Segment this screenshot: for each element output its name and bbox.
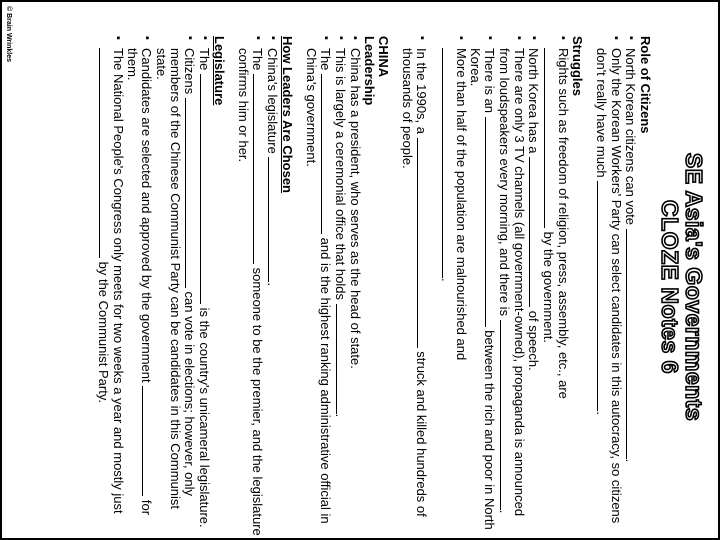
item-text: There is an — [482, 48, 497, 114]
list-item — [541, 36, 570, 538]
list-item — [304, 36, 333, 538]
answer-blank[interactable] — [417, 138, 429, 348]
copyright-text: © Brain Wrinkles — [5, 6, 12, 62]
item-text-after: of speech. — [526, 310, 541, 371]
struggles-list — [439, 36, 570, 538]
item-text: The — [197, 48, 212, 71]
answer-blank[interactable] — [544, 48, 556, 228]
answer-blank[interactable] — [321, 74, 333, 234]
answer-blank[interactable] — [253, 74, 265, 264]
item-text: In the 1990s, a — [414, 48, 429, 135]
answer-blank[interactable] — [99, 48, 111, 258]
item-text-after: . — [623, 458, 638, 463]
item-text: China has a president, who serves as the head of state. — [348, 48, 363, 369]
answer-blank[interactable] — [597, 181, 609, 411]
item-text: Citizens — [182, 48, 197, 95]
rotated-document — [2, 2, 720, 540]
list-item — [197, 36, 212, 538]
section-heading-legislature: Legislature — [212, 36, 227, 106]
item-text: China's legislature — [265, 48, 280, 154]
item-text: Only the Korean Workers' Party can select candidates in this autocracy, so citizens don't really have much — [594, 48, 624, 524]
section-heading-leadership: Leadership — [362, 36, 377, 106]
item-text-after: can vote in elections; however, only members of the Chinese Communist Party can be candidates in this Communist state. — [154, 48, 197, 509]
item-text: There are only 3 TV channels (all government-owned), propaganda is announced from loudspeakers every morning, and there is — [497, 48, 527, 517]
page-title: SE Asia's Governments — [681, 152, 707, 422]
item-text-after: by the government. — [541, 231, 556, 343]
item-text: North Korea has a — [526, 48, 541, 154]
struggles-list-continued — [400, 36, 429, 538]
answer-blank[interactable] — [142, 386, 154, 496]
answer-blank[interactable] — [529, 157, 541, 307]
list-item — [439, 36, 468, 538]
item-text: Rights such as freedom of religion, press, assembly, etc., are — [556, 48, 571, 399]
notes-content — [96, 36, 652, 538]
item-text: The National People's Congress only meets for two weeks a year and mostly just — [111, 48, 126, 514]
how-chosen-list — [236, 36, 280, 538]
answer-blank[interactable] — [200, 74, 212, 304]
list-item — [333, 36, 348, 538]
list-item — [348, 36, 362, 538]
list-item — [154, 36, 197, 538]
answer-blank[interactable] — [336, 304, 348, 414]
item-text: Candidates are selected and approved by the government — [139, 48, 154, 383]
list-item — [400, 36, 429, 538]
list-item — [594, 36, 623, 538]
role-of-citizens-list — [594, 36, 638, 538]
answer-blank[interactable] — [500, 320, 512, 510]
item-text-after: . — [333, 413, 348, 418]
list-item — [526, 36, 541, 538]
item-text-after: . — [439, 278, 454, 282]
list-item — [96, 36, 125, 538]
list-item — [468, 36, 497, 538]
answer-blank[interactable] — [626, 229, 638, 459]
page-subtitle: CLOZE Notes 6 — [657, 200, 683, 374]
section-heading-how-leaders-chosen: How Leaders Are Chosen — [280, 36, 295, 194]
item-text-after: by the Communist Party. — [96, 261, 111, 403]
leadership-list — [304, 36, 362, 538]
item-text: North Korean citizens can vote — [623, 48, 638, 226]
item-text-after: . — [265, 282, 280, 287]
item-text-after: . — [497, 509, 512, 514]
answer-blank[interactable] — [485, 117, 497, 327]
item-text-after: for them. — [125, 48, 154, 516]
list-item — [265, 36, 280, 538]
answer-blank[interactable] — [268, 157, 280, 282]
item-text-after: is the country's unicameral legislature. — [197, 307, 212, 528]
item-text-after: and is the highest ranking administrative official in China's government. — [304, 48, 333, 524]
section-heading-china: CHINA — [376, 36, 391, 78]
item-text: This is largely a ceremonial office that holds — [333, 48, 348, 300]
item-text: More than half of the population are malnourished and — [454, 48, 469, 361]
item-text: The — [318, 48, 333, 71]
list-item — [623, 36, 638, 538]
section-heading-role-of-citizens: Role of Citizens — [638, 36, 653, 134]
section-heading-struggles: Struggles — [570, 36, 585, 96]
item-text-after: struck and killed hundreds of thousands of people. — [400, 48, 429, 517]
item-text-after: . — [594, 411, 609, 415]
item-text-after: someone to be the premier, and the legislature confirms him or her. — [236, 48, 265, 536]
legislature-list — [96, 36, 212, 538]
item-text-after: between the rich and poor in North Korea. — [468, 48, 497, 530]
item-text: The — [250, 48, 265, 71]
list-item — [236, 36, 265, 538]
answer-blank[interactable] — [185, 98, 197, 288]
list-item — [497, 36, 526, 538]
answer-blank[interactable] — [442, 48, 454, 278]
list-item — [125, 36, 154, 538]
